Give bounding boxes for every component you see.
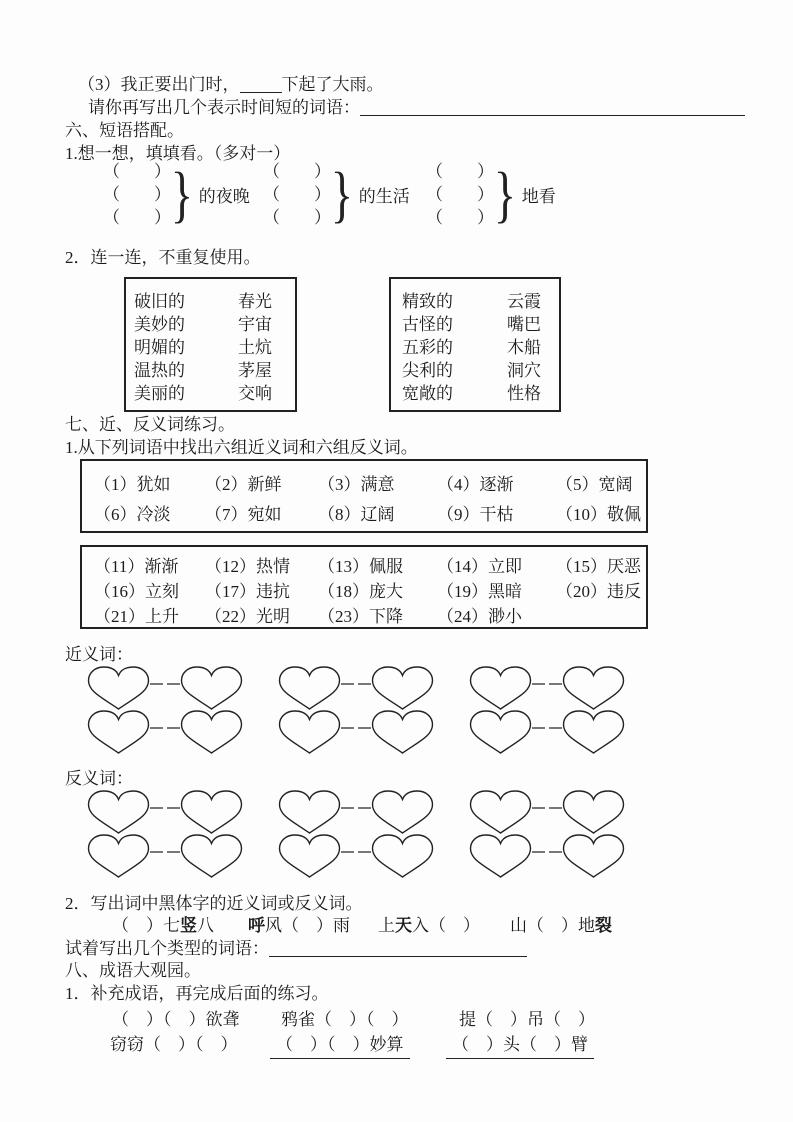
pair-dash (341, 683, 371, 685)
section7-item1: 1.从下列词语中找出六组近义词和六组反义词。 (65, 438, 418, 457)
heart-pair (278, 834, 434, 878)
match-left-word: 温热的 (134, 361, 185, 380)
match-left-word: 古怪的 (402, 315, 453, 334)
match-box-1 (124, 277, 297, 412)
word-bank-item: （8）辽阔 (318, 505, 395, 524)
bracket-group-night (103, 160, 250, 229)
pair-dash (532, 807, 562, 809)
item3-text-pre: （3）我正要出门时， (78, 75, 240, 94)
match-right-word: 性格 (507, 384, 541, 403)
heart-pair (278, 666, 434, 710)
word-bank-item: （7）宛如 (205, 505, 282, 524)
word-bank-item: （11）渐渐 (94, 557, 179, 576)
pair-dash (341, 807, 371, 809)
match-right-word: 云霞 (507, 292, 541, 311)
segment-pre: 上 (378, 916, 395, 935)
heart-pair (469, 834, 625, 878)
pair-dash (150, 683, 180, 685)
heart-outline-icon (180, 710, 243, 754)
word-bank-item: （6）冷淡 (94, 505, 171, 524)
heart-pair (87, 710, 243, 754)
synonym-label: 近义词： (65, 645, 133, 664)
match-left-word: 明媚的 (134, 338, 185, 357)
heart-pair (87, 666, 243, 710)
idiom-completion-row-1 (0, 1005, 793, 1031)
match-right-word: 嘴巴 (507, 315, 541, 334)
bracket-groups (0, 160, 793, 232)
heart-outline-icon (87, 666, 150, 710)
segment-post: 风（ ）雨 (265, 916, 350, 935)
idiom-segment (510, 911, 612, 936)
antonym-hearts-row-1 (87, 790, 625, 834)
heart-outline-icon (278, 710, 341, 754)
match-row (391, 382, 559, 405)
group-label: 地看 (521, 187, 556, 206)
heart-outline-icon (180, 666, 243, 710)
word-bank-item: （4）逐渐 (437, 475, 514, 494)
heart-outline-icon (562, 834, 625, 878)
match-right-word: 茅屋 (238, 361, 272, 380)
match-box-2 (389, 277, 561, 412)
word-bank-item: （24）渺小 (437, 607, 522, 626)
heart-outline-icon (180, 834, 243, 878)
match-left-word: 美妙的 (134, 315, 185, 334)
match-left-word: 五彩的 (402, 338, 453, 357)
heart-outline-icon (371, 710, 434, 754)
word-bank-item: （18）庞大 (318, 582, 403, 601)
segment-pre: 山（ ）地 (510, 916, 595, 935)
segment-bold-char: 竖 (180, 916, 197, 935)
antonym-label: 反义词： (65, 769, 133, 788)
heart-outline-icon (469, 666, 532, 710)
word-bank-item: （14）立即 (437, 557, 522, 576)
blank-parens: （ ） (103, 185, 171, 204)
segment-pre: （ ）七 (112, 916, 180, 935)
idiom-blank-item: （ ）（ ）欲聋 (112, 1010, 240, 1029)
idiom-blank-item: 提（ ）吊（ ） (459, 1010, 595, 1029)
exercise-item-3 (78, 70, 384, 95)
blank-parens: （ ） (263, 208, 331, 227)
heart-outline-icon (371, 790, 434, 834)
synonym-hearts-row-1 (87, 666, 625, 710)
heart-outline-icon (562, 710, 625, 754)
section7-heading: 七、近、反义词练习。 (65, 415, 235, 434)
heart-outline-icon (371, 666, 434, 710)
segment-bold-char: 呼 (248, 916, 265, 935)
word-bank-item: （5）宽阔 (556, 475, 633, 494)
section8-item1: 1．补充成语，再完成后面的练习。 (65, 984, 329, 1003)
blank-parens-column (103, 160, 171, 229)
segment-bold-char: 天 (395, 916, 412, 935)
answer-blank-line (360, 98, 745, 116)
word-bank-row (82, 500, 646, 530)
word-bank-item: （9）干枯 (437, 505, 514, 524)
word-bank-item: （12）热情 (205, 557, 290, 576)
heart-pair (87, 834, 243, 878)
word-bank-item: （10）敬佩 (556, 505, 641, 524)
idiom-blank-item-underlined: （ ）头（ ）臂 (446, 1030, 594, 1059)
curly-brace-icon (171, 162, 193, 228)
idiom-blank-item: 鸦雀（ ）（ ） (281, 1010, 409, 1029)
heart-outline-icon (87, 834, 150, 878)
time-words-prompt (88, 93, 745, 118)
word-bank-row (82, 470, 646, 500)
group-label: 的生活 (358, 187, 410, 206)
word-bank-item: （3）满意 (318, 475, 395, 494)
pair-dash (150, 727, 180, 729)
group-label: 的夜晚 (198, 187, 250, 206)
idiom-segment (112, 911, 214, 936)
match-right-word: 洞穴 (507, 361, 541, 380)
heart-pair (469, 710, 625, 754)
blank-parens-column (263, 160, 331, 229)
heart-outline-icon (278, 790, 341, 834)
pair-dash (532, 851, 562, 853)
word-bank-row (82, 579, 646, 604)
match-row (126, 290, 295, 313)
idiom-segment (248, 911, 350, 936)
blank-parens: （ ） (263, 162, 331, 181)
heart-outline-icon (278, 666, 341, 710)
idiom-segment (378, 911, 480, 936)
match-left-word: 破旧的 (134, 292, 185, 311)
heart-pair (469, 666, 625, 710)
synonym-hearts-row-2 (87, 710, 625, 754)
blank-parens: （ ） (426, 162, 494, 181)
word-bank-item: （15）厌恶 (556, 557, 641, 576)
prompt-text: 试着写出几个类型的词语： (65, 939, 269, 958)
match-left-word: 精致的 (402, 292, 453, 311)
bracket-group-life (263, 160, 410, 229)
word-bank-item: （2）新鲜 (205, 475, 282, 494)
word-bank-item: （1）犹如 (94, 475, 171, 494)
word-bank-item: （22）光明 (205, 607, 290, 626)
match-row (126, 336, 295, 359)
blank-parens: （ ） (263, 185, 331, 204)
section7-item2: 2．写出词中黑体字的近义词或反义词。 (65, 894, 363, 913)
idiom-blank-item-underlined: （ ）（ ）妙算 (270, 1030, 410, 1059)
bracket-group-look (426, 160, 556, 229)
fill-blank-line (240, 75, 282, 93)
pair-dash (150, 807, 180, 809)
heart-outline-icon (562, 790, 625, 834)
heart-pair (87, 790, 243, 834)
idiom-completion-row-2 (0, 1030, 793, 1056)
segment-post: 八 (197, 916, 214, 935)
match-right-word: 春光 (238, 292, 272, 311)
bold-char-idiom-line (0, 911, 793, 935)
match-row (391, 313, 559, 336)
heart-outline-icon (87, 710, 150, 754)
match-right-word: 宇宙 (238, 315, 272, 334)
answer-blank-line (269, 939, 527, 957)
antonym-hearts-row-2 (87, 834, 625, 878)
word-bank-item: （21）上升 (94, 607, 179, 626)
blank-parens-column (426, 160, 494, 229)
section6-item1: 1.想一想，填填看。（多对一） (65, 144, 291, 163)
heart-pair (469, 790, 625, 834)
blank-parens: （ ） (426, 185, 494, 204)
match-right-word: 木船 (507, 338, 541, 357)
heart-outline-icon (469, 834, 532, 878)
blank-parens: （ ） (103, 162, 171, 181)
match-left-word: 尖利的 (402, 361, 453, 380)
match-row (126, 313, 295, 336)
curly-brace-icon (494, 162, 516, 228)
heart-pair (278, 790, 434, 834)
heart-outline-icon (562, 666, 625, 710)
section6-heading: 六、短语搭配。 (65, 121, 184, 140)
section6-item2: 2．连一连，不重复使用。 (65, 248, 261, 267)
word-bank-box-2 (80, 545, 648, 629)
pair-dash (150, 851, 180, 853)
item3-text-post: 下起了大雨。 (281, 75, 384, 94)
match-right-word: 土炕 (238, 338, 272, 357)
word-bank-item: （20）违反 (556, 582, 641, 601)
heart-pair (278, 710, 434, 754)
segment-post: 入（ ） (412, 916, 480, 935)
word-bank-item: （17）违抗 (205, 582, 290, 601)
blank-parens: （ ） (426, 208, 494, 227)
section8-heading: 八、成语大观园。 (65, 961, 201, 980)
match-row (391, 359, 559, 382)
word-bank-row (82, 554, 646, 579)
heart-outline-icon (469, 710, 532, 754)
word-bank-item: （23）下降 (318, 607, 403, 626)
word-bank-item: （13）佩服 (318, 557, 403, 576)
match-row (391, 336, 559, 359)
match-row (126, 382, 295, 405)
word-bank-item: （16）立刻 (94, 582, 179, 601)
blank-parens: （ ） (103, 208, 171, 227)
word-bank-item: （19）黑暗 (437, 582, 522, 601)
pair-dash (532, 727, 562, 729)
segment-bold-char: 裂 (595, 916, 612, 935)
match-left-word: 宽敞的 (402, 384, 453, 403)
word-bank-box-1 (80, 459, 648, 533)
heart-outline-icon (278, 834, 341, 878)
curly-brace-icon (331, 162, 353, 228)
match-left-word: 美丽的 (134, 384, 185, 403)
heart-outline-icon (87, 790, 150, 834)
heart-outline-icon (469, 790, 532, 834)
prompt-text: 请你再写出几个表示时间短的词语： (88, 98, 360, 117)
pair-dash (341, 727, 371, 729)
heart-outline-icon (371, 834, 434, 878)
match-right-word: 交响 (238, 384, 272, 403)
heart-outline-icon (180, 790, 243, 834)
idiom-blank-item: 窃窃（ ）（ ） (110, 1035, 238, 1054)
pair-dash (532, 683, 562, 685)
pair-dash (341, 851, 371, 853)
match-row (126, 359, 295, 382)
word-bank-row (82, 604, 646, 629)
match-row (391, 290, 559, 313)
